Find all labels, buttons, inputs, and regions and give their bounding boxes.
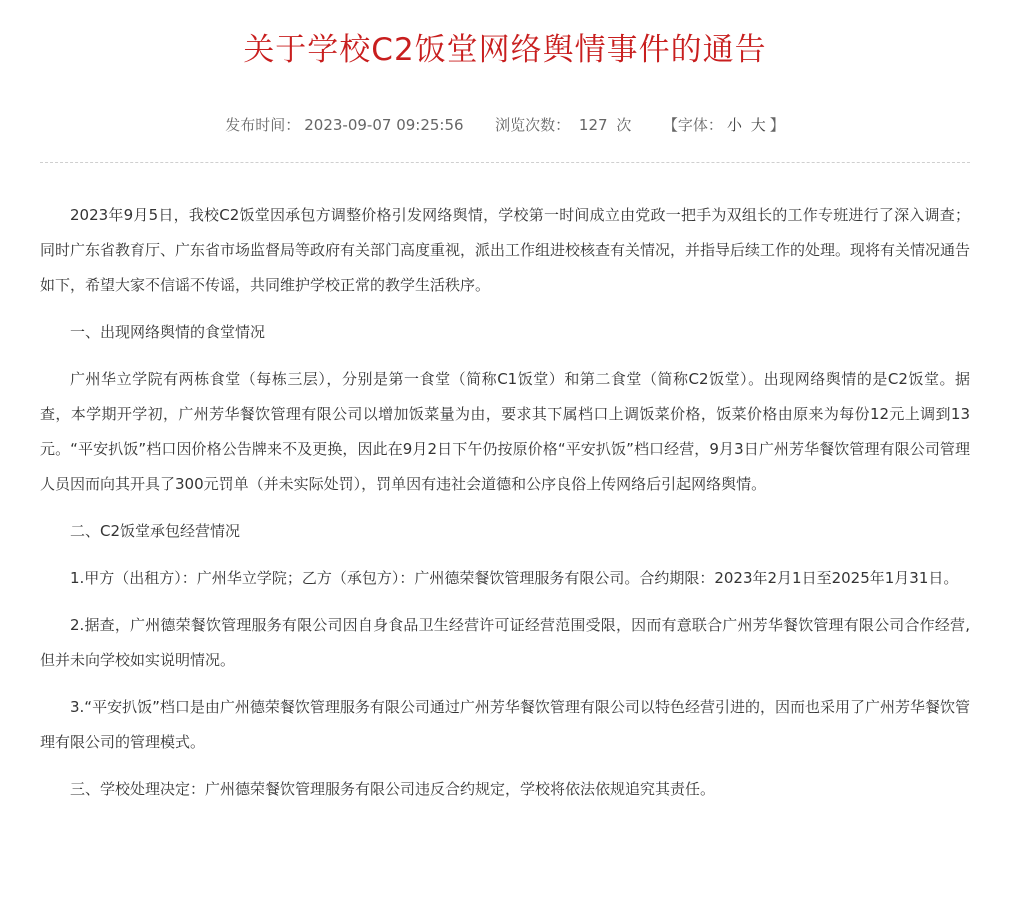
title-divider xyxy=(40,162,970,163)
paragraph-contract: 1.甲方（出租方）：广州华立学院；乙方（承包方）：广州德荣餐饮管理服务有限公司。合约期限：2023年2月1日至2025年1月31日。 xyxy=(70,569,959,587)
section-heading-3: 三、学校处理决定：广州德荣餐饮管理服务有限公司违反合约规定，学校将依法依规追究其责任。 xyxy=(70,780,716,798)
article-body xyxy=(40,198,970,819)
published-label: 发布时间： xyxy=(225,116,301,134)
article-meta xyxy=(40,114,970,135)
paragraph-intro: 2023年9月5日，我校C2饭堂因承包方调整价格引发网络舆情，学校第一时间成立由党政一把手为双组长的工作专班进行了深入调查；同时广东省教育厅、广东省市场监督局等政府有关部门高度重视，派出工作组进校核查有关情况，并指导后续工作的处理。现将有关情况通告如下，希望大家不信谣不传谣，共同维护学校正常的教学生活秩序。 xyxy=(40,206,971,294)
section-heading-2: 二、C2饭堂承包经营情况 xyxy=(70,522,241,540)
paragraph-canteen: 广州华立学院有两栋食堂（每栋三层），分别是第一食堂（简称C1饭堂）和第二食堂（简称C2饭堂）。出现网络舆情的是C2饭堂。据查，本学期开学初，广州芳华餐饮管理有限公司以增加饭菜量为由，要求其下属档口上调饭菜价格，饭菜价格由原来为每份12元上调到13元。“平安扒饭”档口因价格公告牌来不及更换，因此在9月2日下午仍按原价格“平安扒饭”档口经营，9月3日广州芳华餐饮管理有限公司管理人员因而向其开具了300元罚单（并未实际处罚），罚单因有违社会道德和公序良俗上传网络后引起网络舆情。 xyxy=(40,370,970,493)
font-size-label: 【字体： xyxy=(662,116,723,134)
page-title: 关于学校C2饭堂网络舆情事件的通告 xyxy=(243,32,767,68)
published-value: 2023-09-07 09:25:56 xyxy=(304,116,464,134)
font-size-close: 】 xyxy=(769,116,785,134)
font-large-link[interactable]: 大 xyxy=(750,116,766,134)
views-unit: 次 xyxy=(616,116,632,134)
paragraph-finding: 2.据查，广州德荣餐饮管理服务有限公司因自身食品卫生经营许可证经营范围受限，因而有意联合广州芳华餐饮管理有限公司合作经营,但并未向学校如实说明情况。 xyxy=(40,616,970,669)
views-label: 浏览次数： xyxy=(495,116,571,134)
font-small-link[interactable]: 小 xyxy=(726,116,742,134)
section-heading-1: 一、出现网络舆情的食堂情况 xyxy=(70,323,266,341)
paragraph-stall: 3.“平安扒饭”档口是由广州德荣餐饮管理服务有限公司通过广州芳华餐饮管理有限公司以特色经营引进的，因而也采用了广州芳华餐饮管理有限公司的管理模式。 xyxy=(40,698,970,751)
views-count: 127 xyxy=(578,116,608,134)
